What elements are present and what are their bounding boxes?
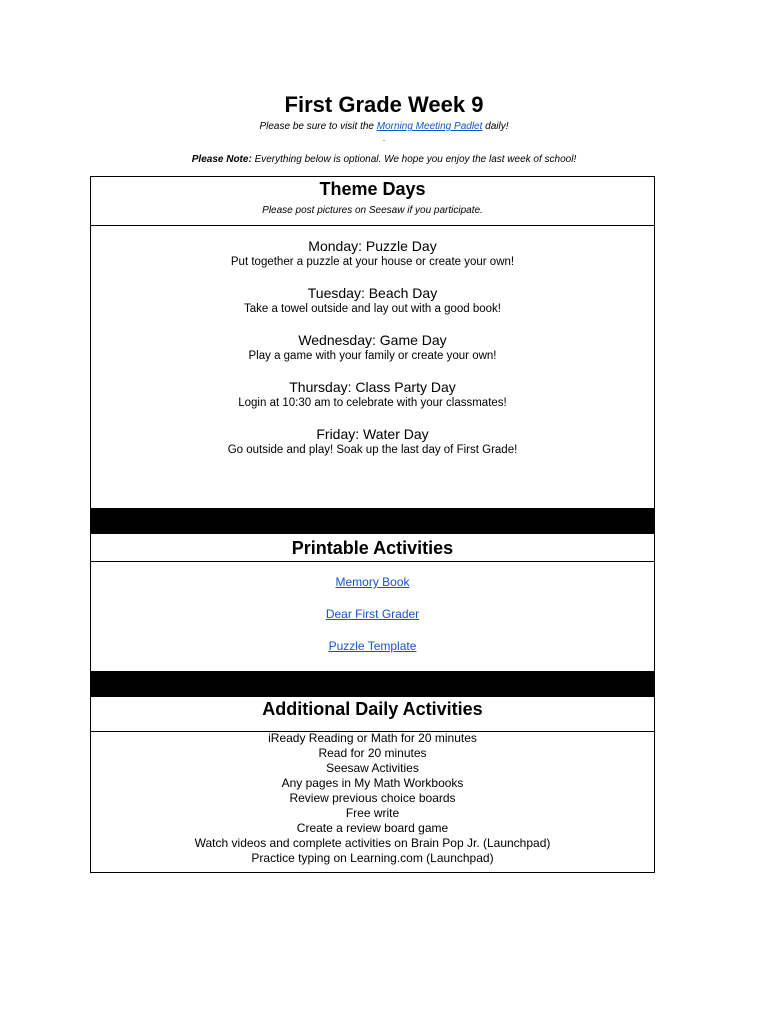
reminder-prefix: Please be sure to visit the: [259, 121, 374, 132]
optional-note: [0, 154, 768, 165]
theme-days-title: Theme Days: [319, 179, 426, 199]
list-item: Practice typing on Learning.com (Launchpad): [251, 851, 494, 865]
dear-first-grader-link[interactable]: Dear First Grader: [325, 607, 420, 621]
day-item-friday: [91, 426, 654, 458]
activities-table: [90, 176, 655, 873]
day-description: Take a towel outside and lay out with a good book!: [243, 303, 501, 315]
day-description: Login at 10:30 am to celebrate with your classmates!: [238, 397, 507, 409]
divider: [91, 561, 654, 562]
theme-days-list: [91, 238, 654, 473]
day-name: Monday: Puzzle Day: [308, 238, 437, 254]
list-item: Create a review board game: [296, 821, 449, 835]
reminder-suffix: daily!: [485, 121, 509, 132]
printables-list: [91, 574, 654, 670]
list-item: Watch videos and complete activities on Brain Pop Jr. (Launchpad): [194, 836, 551, 850]
list-item: iReady Reading or Math for 20 minutes: [268, 731, 477, 745]
note-text: Everything below is optional. We hope you enjoy the last week of school!: [254, 154, 577, 165]
morning-meeting-padlet-link[interactable]: Morning Meeting Padlet: [376, 121, 483, 132]
memory-book-link[interactable]: Memory Book: [335, 575, 410, 589]
section-separator-bar: [91, 671, 654, 697]
day-description: Put together a puzzle at your house or create your own!: [230, 256, 515, 268]
dot-separator: .: [382, 134, 386, 143]
day-item-monday: [91, 238, 654, 270]
day-item-wednesday: [91, 332, 654, 364]
padlet-reminder: [0, 121, 768, 132]
theme-days-subtitle: Please post pictures on Seesaw if you participate.: [262, 205, 483, 216]
page-title: First Grade Week 9: [284, 92, 484, 117]
day-item-thursday: [91, 379, 654, 411]
section-separator-bar: [91, 508, 654, 534]
puzzle-template-link[interactable]: Puzzle Template: [328, 639, 417, 653]
printables-header: [91, 534, 654, 561]
list-item: Any pages in My Math Workbooks: [281, 776, 464, 790]
day-name: Wednesday: Game Day: [298, 332, 447, 348]
day-name: Friday: Water Day: [316, 426, 429, 442]
printables-title: Printable Activities: [291, 538, 454, 558]
list-item: Free write: [345, 806, 400, 820]
divider: [91, 225, 654, 226]
day-item-tuesday: [91, 285, 654, 317]
daily-title: Additional Daily Activities: [262, 699, 483, 719]
list-item: Seesaw Activities: [326, 761, 419, 775]
list-item: Review previous choice boards: [289, 791, 456, 805]
theme-days-header: [91, 178, 654, 225]
day-name: Thursday: Class Party Day: [289, 379, 456, 395]
note-label: Please Note:: [191, 154, 252, 165]
day-description: Play a game with your family or create your own!: [248, 350, 497, 362]
day-description: Go outside and play! Soak up the last day of First Grade!: [227, 444, 518, 456]
daily-list: [91, 731, 654, 866]
list-item: Read for 20 minutes: [318, 746, 427, 760]
day-name: Tuesday: Beach Day: [307, 285, 438, 301]
daily-header: [91, 697, 654, 730]
